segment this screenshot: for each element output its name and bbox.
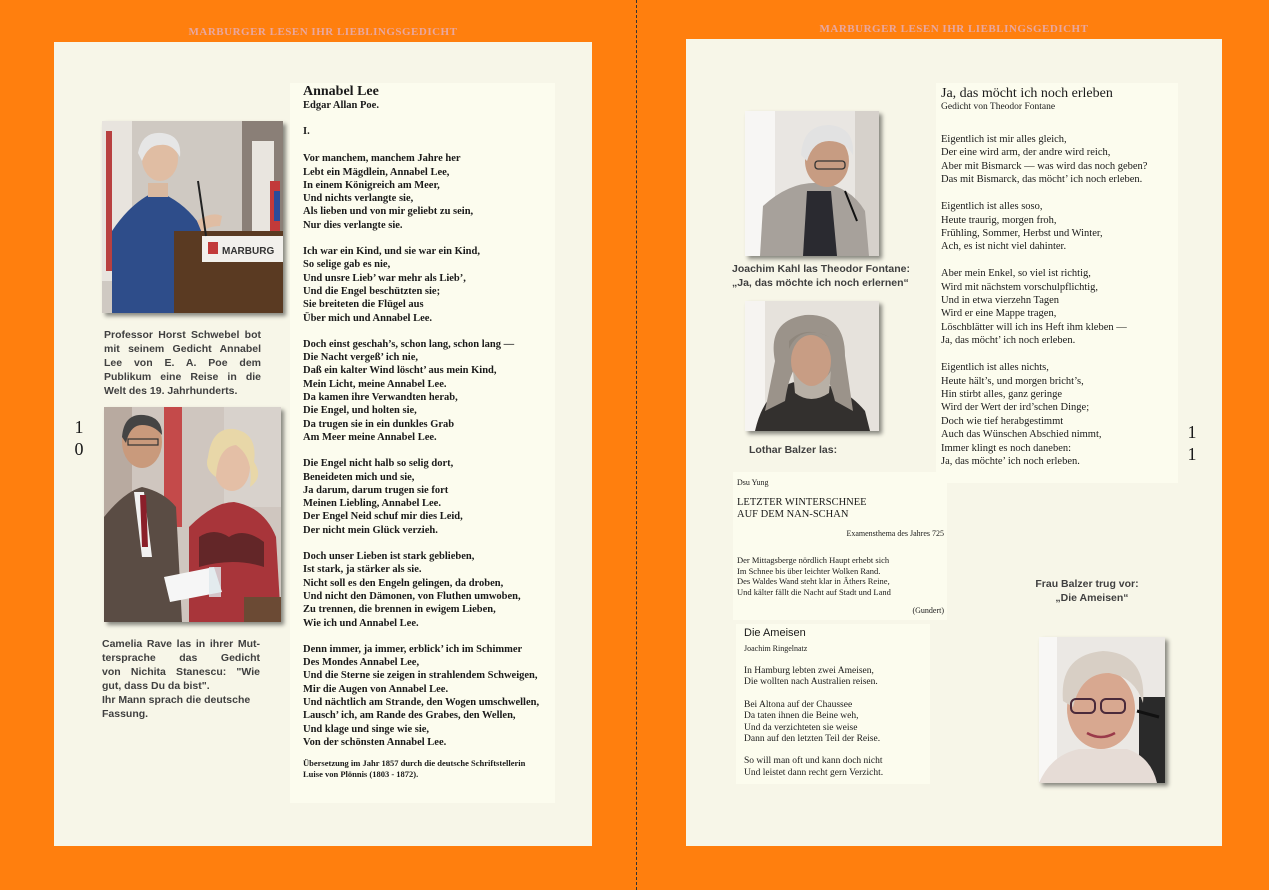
ameisen-stanza-1: In Hamburg lebten zwei Ameisen, Die wollten nach Australien reisen.: [744, 666, 878, 688]
annabel-lee-part-number: I.: [303, 126, 310, 137]
left-page-header: MARBURGER LESEN IHR LIEBLINGSGEDICHT: [188, 26, 458, 38]
dsu-yung-author: Dsu Yung: [737, 478, 769, 487]
caption-rave-line-2: tersprache das Gedicht: [102, 652, 260, 664]
photo-lothar-balzer: [745, 301, 879, 431]
fontane-stanza-2: Eigentlich ist alles soso, Heute traurig, morgen froh, Frühling, Sommer, Herbst und Winter, Ach, es ist nicht viel dahinter.: [941, 201, 1103, 253]
dsu-yung-panel: [733, 472, 947, 620]
caption-lothar-balzer: Lothar Balzer las:: [749, 444, 838, 456]
caption-rave-line-5: Ihr Mann sprach die deutsche: [102, 694, 251, 706]
photo-joachim-kahl: [745, 111, 879, 256]
dsu-yung-title: LETZTER WINTERSCHNEE AUF DEM NAN-SCHAN: [737, 497, 867, 520]
fontane-stanza-4: Eigentlich ist alles nichts, Heute hält’s, und morgen bricht’s, Hin stirbt alles, ganz geringe Wird der Wert der ird’schen Dinge; Doch wie tief herabgestimmt Auch das Wünschen Abschied nimmt, Immer klingt es noch daneben: Ja, das möchte’ ich noch erleben.: [941, 362, 1102, 468]
ameisen-author: Joachim Ringelnatz: [744, 644, 808, 653]
ameisen-stanza-3: So will man oft und kann doch nicht Und leistet dann recht gern Verzicht.: [744, 756, 884, 778]
caption-frau-balzer-line-2: „Die Ameisen“: [1055, 592, 1129, 604]
annabel-lee-stanza-6: Denn immer, ja immer, erblick’ ich im Schimmer Des Mondes Annabel Lee, Und die Sterne sie zeigen in strahlendem Schweigen, Mir die Augen von Annabel Lee. Und nächtlich am Strande, den Wogen umschwellen, Lausch’ ich, am Rande des Grabes, den Wellen, Und klage und singe wie sie, Von der schönsten Annabel Lee.: [303, 643, 540, 748]
fontane-panel: [936, 83, 1178, 483]
annabel-lee-translation-note: Übersetzung im Jahr 1857 durch die deutsche Schriftstellerin Luise von Plönnis (1803 - 1872).: [303, 758, 526, 780]
dsu-yung-subtitle: Examensthema des Jahres 725: [846, 529, 944, 538]
caption-kahl: [732, 262, 942, 290]
page-divider: [636, 0, 637, 890]
ameisen-stanza-2: Bei Altona auf der Chaussee Da taten ihnen die Beine weh, Und da verzichteten sie weise Dann auf den letzten Teil der Reise.: [744, 699, 881, 745]
photo-frau-balzer-image: [1039, 637, 1165, 783]
annabel-lee-stanza-2: Ich war ein Kind, und sie war ein Kind, So selige gab es nie, Und unsre Lieb’ war mehr als Lieb’, Und die Engel beschützten sie; Sie breiteten die Flügel aus Über mich und Annabel Lee.: [303, 246, 480, 324]
annabel-lee-panel: [290, 83, 555, 803]
caption-frau-balzer-line-1: Frau Balzer trug vor:: [1035, 578, 1139, 590]
caption-rave-line-4: gut, dass Du da bist".: [102, 680, 210, 692]
dsu-yung-credit: (Gundert): [912, 606, 944, 615]
photo-horst-schwebel: [102, 121, 283, 313]
fontane-author: Gedicht von Theodor Fontane: [941, 102, 1056, 112]
annabel-lee-stanza-5: Doch unser Lieben ist stark geblieben, Ist stark, ja stärker als sie. Nicht soll es den Engeln gelingen, da droben, Und nicht den Dämonen, von Fluthen umwoben, Zu trennen, die brennen in ewigem Lieben, Wie ich und Annabel Lee.: [303, 551, 521, 629]
fontane-stanza-3: Aber mein Enkel, so viel ist richtig, Wird mit nächstem vorschulpflichtig, Und in etwa vierzehn Tagen Wird er eine Mappe tragen, Löschblätter will ich ins Heft ihm kleben — Ja, das möcht’ ich noch erleben.: [941, 268, 1127, 347]
fontane-stanza-1: Eigentlich ist mir alles gleich, Der eine wird arm, der andre wird reich, Aber mit Bismarck — was wird das noch geben? Das mit Bismarck, das möcht’ ich noch erleben.: [941, 134, 1148, 186]
photo-horst-schwebel-image: [102, 121, 283, 313]
photo-joachim-kahl-image: [745, 111, 879, 256]
caption-rave: [102, 637, 260, 721]
page-number-left: 1 0: [74, 417, 84, 459]
page-number-right: 1 1: [1187, 422, 1197, 464]
photo-camelia-rave-image: [104, 407, 281, 622]
annabel-lee-author: Edgar Allan Poe.: [303, 100, 379, 111]
annabel-lee-stanza-3: Doch einst geschah’s, schon lang, schon lang — Die Nacht vergeß’ ich nie, Daß ein kalter Wind löscht’ aus mein Kind, Mein Licht, meine Annabel Lee. Da kamen ihre Verwandten herab, Die Engel, und holten sie, Da trugen sie in ein dunkles Grab Am Meer meine Annabel Lee.: [303, 338, 515, 443]
ameisen-panel: [736, 624, 930, 784]
fontane-title: Ja, das möcht ich noch erleben: [941, 86, 1113, 101]
annabel-lee-title: Annabel Lee: [303, 84, 379, 99]
ameisen-title: Die Ameisen: [744, 627, 806, 639]
caption-schwebel: Professor Horst Schwebel bot mit seinem Gedicht Annabel Lee von E. A. Poe dem Publikum eine Reise in die Welt des 19. Jahrhunderts.: [104, 329, 261, 397]
photo-frau-balzer: [1039, 637, 1165, 783]
annabel-lee-stanza-4: Die Engel nicht halb so selig dort, Beneideten mich und sie, Ja darum, darum trugen sie fort Meinen Liebling, Annabel Lee. Der Engel Neid schuf mir dies Leid, Der nicht mein Glück verzieh.: [303, 458, 463, 536]
caption-kahl-line-1: Joachim Kahl las Theodor Fontane:: [732, 263, 910, 275]
right-page-header: MARBURGER LESEN IHR LIEBLINGSGEDICHT: [819, 23, 1089, 35]
caption-kahl-line-2: „Ja, das möchte ich noch erlernen“: [732, 277, 909, 289]
photo-camelia-rave: [104, 407, 281, 622]
caption-rave-line-1: Camelia Rave las in ihrer Mut-: [102, 638, 260, 650]
caption-frau-balzer: [1022, 577, 1152, 605]
annabel-lee-stanza-1: Vor manchem, manchem Jahre her Lebt ein Mägdlein, Annabel Lee, In einem Königreich am Meer, Und nichts verlangte sie, Als lieben und von mir geliebt zu sein, Nur dies verlangte sie.: [303, 153, 474, 231]
photo-lothar-balzer-image: [745, 301, 879, 431]
caption-rave-line-3: von Nichita Stanescu: "Wie: [102, 666, 260, 678]
podium-sign-text: MARBURG: [222, 246, 275, 257]
dsu-yung-text: Der Mittagsberge nördlich Haupt erhebt sich Im Schnee bis über leichter Wolken Rand. Des Waldes Wand steht klar in Äthers Reine, Und kälter fällt die Nacht auf Stadt und Land: [737, 555, 891, 597]
caption-rave-line-6: Fassung.: [102, 708, 149, 720]
